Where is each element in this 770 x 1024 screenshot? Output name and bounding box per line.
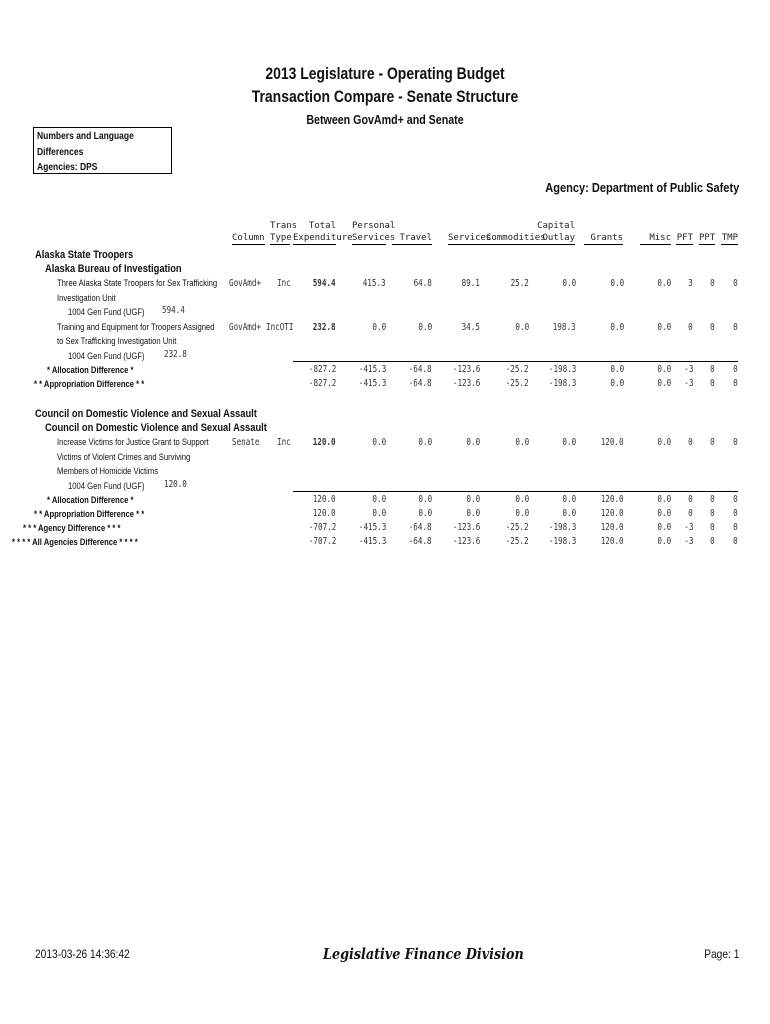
value-ppt: 0 (710, 278, 715, 289)
header-grants: Grants (584, 232, 623, 245)
value-tmp: 0 (733, 494, 738, 505)
value-ppt: 0 (710, 364, 715, 375)
value-personal-services: 0.0 (372, 508, 386, 519)
value-capital-outlay: -198.3 (548, 378, 576, 389)
column-value: GovAmd+ (229, 322, 262, 333)
value-pft: 0 (688, 494, 693, 505)
value-ppt: 0 (710, 536, 715, 547)
value-grants: 120.0 (601, 494, 624, 505)
value-grants: 0.0 (610, 378, 624, 389)
value-commodities: -25.2 (506, 364, 529, 375)
value-total-expenditure: -707.2 (308, 522, 336, 533)
report-title: 2013 Legislature - Operating Budget (265, 64, 505, 83)
value-capital-outlay: 0.0 (562, 278, 576, 289)
value-total-expenditure: 594.4 (313, 278, 336, 289)
division-signature: Legislative Finance Division (323, 945, 524, 963)
fund-source: 1004 Gen Fund (UGF) (68, 481, 145, 491)
trans-type: IncOTI (266, 322, 294, 333)
value-pft: 3 (688, 278, 693, 289)
fund-amount: 232.8 (164, 349, 187, 360)
value-tmp: 0 (733, 364, 738, 375)
page-number: Page: 1 (703, 947, 739, 961)
value-ppt: 0 (710, 522, 715, 533)
header-misc: Misc (640, 232, 671, 245)
item-description: Investigation Unit (57, 293, 116, 303)
value-services: -123.6 (452, 364, 480, 375)
header-ppt: PPT (699, 233, 716, 243)
value-personal-services: -415.3 (358, 536, 386, 547)
header-capital-outlay: Capital Outlay (534, 220, 575, 245)
value-commodities: 25.2 (510, 278, 529, 289)
appropriation-difference-label: * * Appropriation Difference * * (34, 509, 145, 519)
value-grants: 120.0 (601, 508, 624, 519)
report-comparison: Between GovAmd+ and Senate (306, 112, 464, 127)
value-misc: 0.0 (657, 522, 671, 533)
item-description: Increase Victims for Justice Grant to Support (57, 437, 209, 447)
value-services: 34.5 (461, 322, 480, 333)
value-personal-services: -415.3 (358, 364, 386, 375)
value-personal-services: 0.0 (372, 437, 386, 448)
agency-difference-label: * * * Agency Difference * * * (23, 523, 121, 533)
value-ppt: 0 (710, 494, 715, 505)
header-commodities: Commodities (486, 233, 546, 243)
value-pft: -3 (683, 536, 693, 547)
value-capital-outlay: 198.3 (553, 322, 576, 333)
header-column: Column (232, 233, 265, 243)
value-ppt: 0 (710, 378, 715, 389)
total-rule (293, 361, 738, 362)
value-travel: 0.0 (418, 322, 432, 333)
value-travel: 0.0 (418, 437, 432, 448)
value-misc: 0.0 (657, 378, 671, 389)
value-commodities: 0.0 (515, 494, 529, 505)
header-trans-type: Trans Type (270, 221, 298, 243)
column-value: Senate (232, 437, 260, 448)
value-personal-services: 0.0 (372, 494, 386, 505)
column-value: GovAmd+ (229, 278, 262, 289)
value-capital-outlay: 0.0 (562, 494, 576, 505)
header-tmp: TMP (721, 233, 738, 243)
value-ppt: 0 (710, 322, 715, 333)
value-commodities: -25.2 (506, 536, 529, 547)
agency-heading: Agency: Department of Public Safety (544, 180, 739, 195)
value-total-expenditure: -827.2 (308, 378, 336, 389)
value-grants: 0.0 (610, 278, 624, 289)
value-tmp: 0 (733, 522, 738, 533)
value-total-expenditure: 120.0 (313, 494, 336, 505)
value-personal-services: -415.3 (358, 378, 386, 389)
value-grants: 120.0 (601, 536, 624, 547)
info-line: Agencies: DPS (37, 162, 98, 173)
value-services: 0.0 (466, 508, 480, 519)
value-services: 0.0 (466, 437, 480, 448)
value-capital-outlay: -198.3 (548, 536, 576, 547)
value-ppt: 0 (710, 508, 715, 519)
value-services: 0.0 (466, 494, 480, 505)
header-pft: PFT (676, 233, 693, 243)
allocation-heading: Alaska Bureau of Investigation (45, 263, 182, 275)
value-grants: 0.0 (610, 322, 624, 333)
value-misc: 0.0 (657, 536, 671, 547)
value-travel: -64.8 (409, 378, 432, 389)
item-description: Victims of Violent Crimes and Surviving (57, 452, 191, 462)
value-personal-services: 415.3 (363, 278, 386, 289)
value-tmp: 0 (733, 322, 738, 333)
value-tmp: 0 (733, 508, 738, 519)
all-agencies-difference-label: * * * * All Agencies Difference * * * * (12, 537, 138, 547)
header-services: Services (448, 233, 492, 243)
value-grants: 120.0 (601, 437, 624, 448)
item-description: Three Alaska State Troopers for Sex Trafficking (57, 278, 218, 288)
header-total-expenditure: Total Expenditure (293, 221, 353, 243)
value-misc: 0.0 (657, 278, 671, 289)
value-misc: 0.0 (657, 437, 671, 448)
fund-amount: 594.4 (162, 305, 185, 316)
value-tmp: 0 (733, 437, 738, 448)
appropriation-heading: Alaska State Troopers (35, 249, 134, 261)
allocation-heading: Council on Domestic Violence and Sexual Assault (45, 422, 267, 434)
value-misc: 0.0 (657, 494, 671, 505)
info-line: Numbers and Language (37, 131, 134, 142)
fund-amount: 120.0 (164, 479, 187, 490)
value-commodities: 0.0 (515, 437, 529, 448)
value-pft: 0 (688, 437, 693, 448)
value-travel: -64.8 (409, 522, 432, 533)
value-travel: 0.0 (418, 494, 432, 505)
trans-type: Inc (277, 278, 291, 289)
value-capital-outlay: -198.3 (548, 522, 576, 533)
header-personal-services: Personal Services (352, 221, 396, 243)
value-travel: 64.8 (413, 278, 432, 289)
trans-type: Inc (277, 437, 291, 448)
value-tmp: 0 (733, 278, 738, 289)
value-commodities: 0.0 (515, 508, 529, 519)
allocation-difference-label: * Allocation Difference * (47, 495, 134, 505)
value-services: -123.6 (452, 522, 480, 533)
value-commodities: -25.2 (506, 522, 529, 533)
value-misc: 0.0 (657, 508, 671, 519)
appropriation-heading: Council on Domestic Violence and Sexual Assault (35, 408, 257, 420)
value-pft: 0 (688, 322, 693, 333)
allocation-difference-label: * Allocation Difference * (47, 365, 134, 375)
fund-source: 1004 Gen Fund (UGF) (68, 307, 145, 317)
value-services: -123.6 (452, 378, 480, 389)
value-tmp: 0 (733, 378, 738, 389)
value-commodities: 0.0 (515, 322, 529, 333)
filter-info-box (33, 127, 172, 174)
value-travel: -64.8 (409, 536, 432, 547)
value-pft: -3 (683, 378, 693, 389)
value-total-expenditure: 232.8 (313, 322, 336, 333)
item-description: Training and Equipment for Troopers Assigned (57, 322, 215, 332)
value-grants: 0.0 (610, 364, 624, 375)
value-travel: 0.0 (418, 508, 432, 519)
item-description: to Sex Trafficking Investigation Unit (57, 336, 177, 346)
fund-source: 1004 Gen Fund (UGF) (68, 351, 145, 361)
value-capital-outlay: 0.0 (562, 508, 576, 519)
value-misc: 0.0 (657, 322, 671, 333)
report-subtitle: Transaction Compare - Senate Structure (251, 87, 519, 106)
value-commodities: -25.2 (506, 378, 529, 389)
value-personal-services: -415.3 (358, 522, 386, 533)
value-capital-outlay: -198.3 (548, 364, 576, 375)
value-total-expenditure: 120.0 (313, 508, 336, 519)
value-capital-outlay: 0.0 (562, 437, 576, 448)
value-travel: -64.8 (409, 364, 432, 375)
value-pft: -3 (683, 522, 693, 533)
total-rule (293, 491, 738, 492)
info-line: Differences (37, 146, 84, 158)
value-total-expenditure: -827.2 (308, 364, 336, 375)
value-pft: -3 (683, 364, 693, 375)
header-travel: Travel (392, 232, 432, 245)
value-total-expenditure: 120.0 (313, 437, 336, 448)
value-ppt: 0 (710, 437, 715, 448)
value-personal-services: 0.0 (372, 322, 386, 333)
value-misc: 0.0 (657, 364, 671, 375)
value-services: 89.1 (461, 278, 480, 289)
appropriation-difference-label: * * Appropriation Difference * * (34, 379, 145, 389)
value-services: -123.6 (452, 536, 480, 547)
value-pft: 0 (688, 508, 693, 519)
value-total-expenditure: -707.2 (308, 536, 336, 547)
value-tmp: 0 (733, 536, 738, 547)
report-timestamp: 2013-03-26 14:36:42 (35, 947, 130, 961)
value-grants: 120.0 (601, 522, 624, 533)
item-description: Members of Homicide Victims (57, 466, 159, 476)
